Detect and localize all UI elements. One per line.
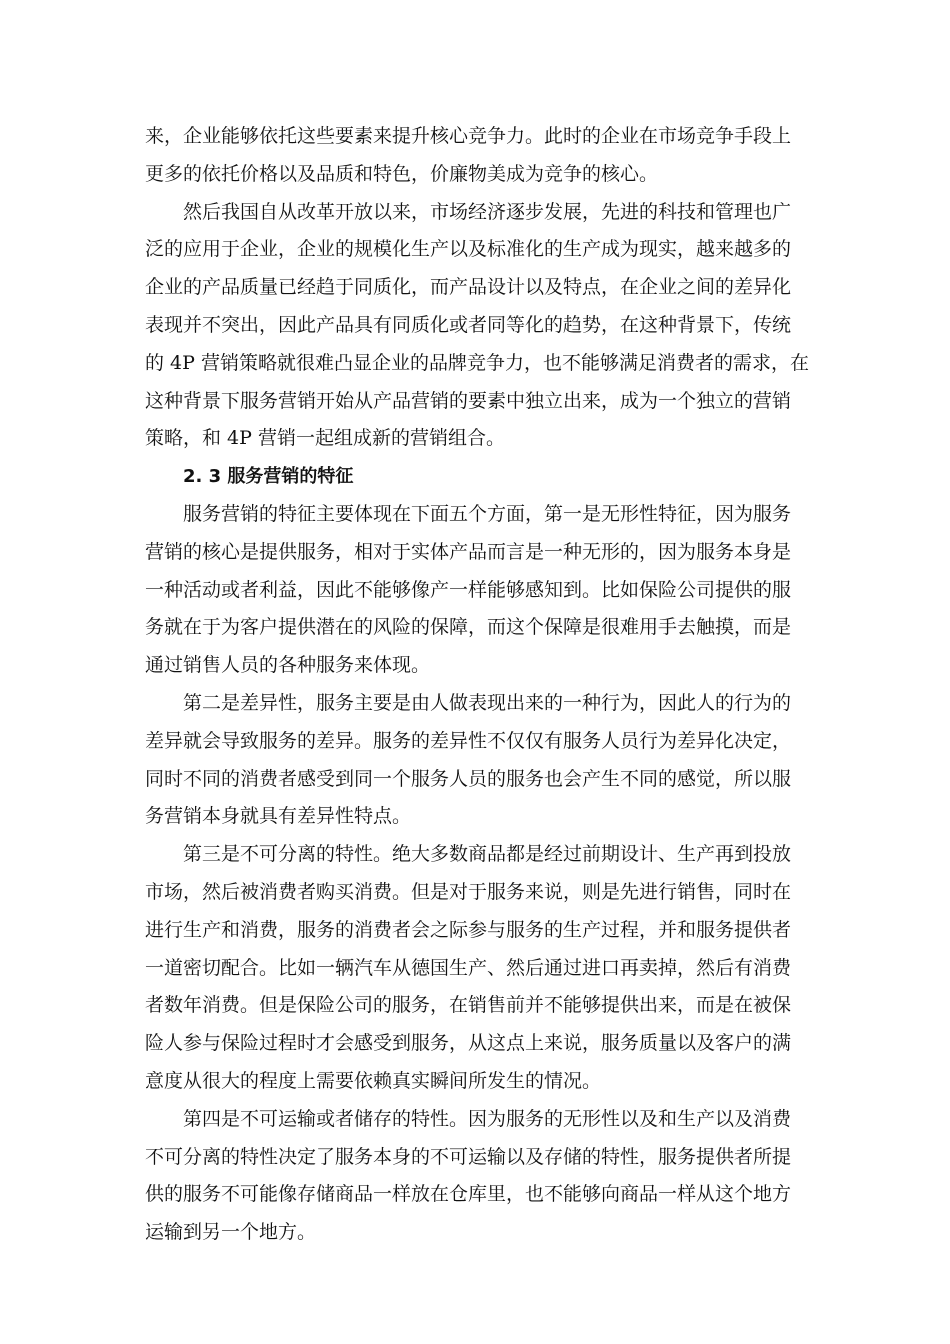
text-line: 意度从很大的程度上需要依赖真实瞬间所发生的情况。 (145, 1069, 602, 1092)
text-line: 同时不同的消费者感受到同一个服务人员的服务也会产生不同的感觉，所以服 (145, 767, 792, 790)
text-line: 市场，然后被消费者购买消费。但是对于服务来说，则是先进行销售，同时在 (145, 880, 792, 903)
text-line: 通过销售人员的各种服务来体现。 (145, 654, 431, 677)
text-line: 泛的应用于企业，企业的规模化生产以及标准化的生产成为现实，越来越多的 (145, 238, 792, 261)
text-line: 险人参与保险过程时才会感受到服务，从这点上来说，服务质量以及客户的满 (145, 1032, 792, 1055)
document-page (145, 118, 810, 1252)
text-line: 供的服务不可能像存储商品一样放在仓库里，也不能够向商品一样从这个地方 (145, 1183, 792, 1206)
text-line: 一道密切配合。比如一辆汽车从德国生产、然后通过进口再卖掉，然后有消费 (145, 956, 792, 979)
text-line: 表现并不突出，因此产品具有同质化或者同等化的趋势，在这种背景下，传统 (145, 313, 792, 336)
text-line: 营销的核心是提供服务，相对于实体产品而言是一种无形的，因为服务本身是 (145, 540, 792, 563)
text-line: 策略，和 4P 营销一起组成新的营销组合。 (145, 427, 505, 450)
text-line: 企业的产品质量已经趋于同质化，而产品设计以及特点，在企业之间的差异化 (145, 276, 792, 299)
text-line: 第四是不可运输或者储存的特性。因为服务的无形性以及和生产以及消费 (183, 1107, 792, 1130)
text-line: 服务营销的特征主要体现在下面五个方面，第一是无形性特征，因为服务 (183, 502, 792, 525)
text-line: 不可分离的特性决定了服务本身的不可运输以及存储的特性，服务提供者所提 (145, 1145, 792, 1168)
text-line: 一种活动或者利益，因此不能够像产一样能够感知到。比如保险公司提供的服 (145, 578, 792, 601)
text-line: 者数年消费。但是保险公司的服务，在销售前并不能够提供出来，而是在被保 (145, 994, 792, 1017)
text-line: 差异就会导致服务的差异。服务的差异性不仅仅有服务人员行为差异化决定， (145, 729, 792, 752)
text-line: 的 4P 营销策略就很难凸显企业的品牌竞争力，也不能够满足消费者的需求，在 (145, 351, 809, 374)
text-line: 运输到另一个地方。 (145, 1221, 317, 1244)
text-line: 务营销本身就具有差异性特点。 (145, 805, 412, 828)
text-line: 这种背景下服务营销开始从产品营销的要素中独立出来，成为一个独立的营销 (145, 389, 792, 412)
text-line: 然后我国自从改革开放以来，市场经济逐步发展，先进的科技和管理也广 (183, 200, 792, 223)
text-line: 第二是差异性，服务主要是由人做表现出来的一种行为，因此人的行为的 (183, 691, 792, 714)
section-heading: 2. 3 服务营销的特征 (183, 466, 354, 488)
text-line: 更多的依托价格以及品质和特色，价廉物美成为竞争的核心。 (145, 162, 659, 185)
text-line: 务就在于为客户提供潜在的风险的保障，而这个保障是很难用手去触摸，而是 (145, 616, 792, 639)
text-line: 第三是不可分离的特性。绝大多数商品都是经过前期设计、生产再到投放 (183, 843, 792, 866)
text-line: 进行生产和消费，服务的消费者会之际参与服务的生产过程，并和服务提供者 (145, 918, 792, 941)
text-line: 来，企业能够依托这些要素来提升核心竞争力。此时的企业在市场竞争手段上 (145, 125, 792, 147)
